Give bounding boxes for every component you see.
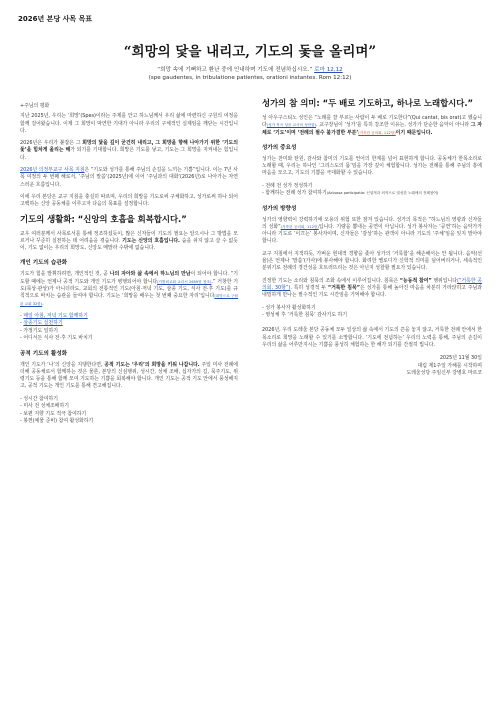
text-run: 개인 기도가 ‘나’의 신앙을 지탱한다면,: [20, 361, 105, 368]
direction-paragraph-3: [262, 278, 482, 300]
emphasis-text: 나의 자아와 삶 속에서 하느님의 만남: [109, 271, 191, 278]
emphasis-text: 이기 때문입니다.: [395, 129, 433, 136]
list-item: - 성시간 참여하기: [20, 396, 238, 403]
list-item: - 전례 전 성가 정성하기: [262, 183, 482, 190]
common-prayer-list: [20, 396, 238, 426]
text-run: 진정한 기도는 소리와 침묵의 조화 속에서 이루어집니다. 침묵은: [262, 277, 400, 284]
text-run: . 교구장님이 ‘성가’를 특히 강조한 이유는, 성가가 단순한 음악이 아니라: [316, 122, 471, 129]
list-item-label: 가정기도 일하기: [23, 327, 58, 334]
text-run: .” 거창한 기도(묵상·관상)가 아니더라도, 교회의 전통적인 기도(아침·저녁 기도, 삼종 기도, 식사 전·후 기도)를 규칙적으로 바치는 습관을 들여야 합니다. 기도는 ‘희망을 배우는 첫 번째 중요한 자리’입니다: [20, 278, 238, 300]
importance-paragraph: 성가는 찬미와 탄원, 감사와 참미의 기도를 언어의 한계를 넘어 표현하게 합니다. 공동체가 한목소리로 노래할 때, 우리는 하나인 ‘그리스도의 몸’임을 가장 깊이 체험합니다. 성가는 전례를 통해 주님의 흥에 마음을 모으고, 기도의 기쁨을 극대화할 수 있습니다.: [262, 155, 482, 177]
subheading-direction: 성가의 방향성: [262, 205, 297, 212]
epigraph-latin: (spe gaudentes, in tribulatione patientes, orationi instantes. Rom 12:12): [148, 75, 352, 81]
text-run: 2026년은 우리가 붙잡은 그: [20, 140, 83, 147]
intro-paragraph-1: 지난 2025년, 우리는 ‘희망’(Spes)이라는 주제를 안고 하느님께서 우리 삶에 마련하신 구원의 여정을 함께 걸어왔습니다. 이제 그 희망이 막연한 기대가 아니라 우리의 구체적인 실제임을 깨닫는 시간입니다.: [20, 113, 238, 134]
section-heading-prayer-life: 기도의 생활화: “신앙의 호흡을 회복합시다.”: [20, 213, 187, 224]
diocese-guideline-link[interactable]: 2026년 의정부교구 사목 지침: [20, 167, 85, 174]
text-run: 기도가 힘을 발휘하려면, 개인적인 것, 곧: [20, 271, 110, 278]
prayer-life-paragraph: [20, 231, 238, 253]
signoff-author: 도레울성당 주임신부 강병호 마르코: [406, 370, 482, 377]
text-run: 숨을 쉬지 않고 살 수 없듯이, 기도 없이는 우리의 희망도, 신앙도 메말라 수밖에 없습니다.: [20, 237, 239, 252]
list-item: - 봉헌(예물 준비) 참여 활성화하기: [20, 418, 238, 425]
epigraph-ref-link[interactable]: 로마 12,12: [314, 67, 343, 73]
closing-paragraph: 2026년, 우리 도레울 본당 공동체 모두 일상의 삶 속에서 기도의 끈을 놓지 않고, 거룩한 전례 안에서 한목소리로 희망을 노래할 수 있기를 소망합니다. ‘기도에 전념하는’ 우리의 노력을 통해, 주님의 손길이 우리의 삶을 어루만지시는 기쁨을 풍성히 체험하는 한 해가 되기를 간절히 빕니다.: [262, 327, 482, 348]
text-run: 입니다. 기량을 뽐내는 공연이 아닙니다. 성가 봉사자는 ‘공연’하는 음악가가 아니라 기도로 ‘이끄는’ 봉사자이며, 신자들은 ‘감상’하는 관객이 아니라 기도의 ‘주체’임을 잊지 말아야 합니다.: [262, 223, 482, 245]
signoff-block: [262, 355, 482, 378]
list-item[interactable]: [20, 320, 238, 327]
direction-list: [262, 305, 482, 320]
emphasis-text: “능동적 참여”: [399, 277, 432, 284]
text-run: 성가의 영향력이 강력하기에 오용의 위험 또한 잠겨 있습니다. 성가의 목적은 “하느님의 영광과 신자들의 성화”: [262, 216, 482, 230]
list-item-label: 어디서든 식사 전·후 기도 바치기: [23, 335, 93, 342]
subheading-personal-prayer: 개인 기도의 습관화: [20, 260, 68, 267]
intro-paragraph-4: 이에 우리 본당은 교구 지침을 충실히 따르며, 우리의 희망을 기도로써 구체화하고, 성가로써 하나 되어 고백하는 신앙 공동체를 이루고자 다음의 목표를 설정합니다.: [20, 193, 238, 208]
emphasis-text: 그 자체로 ‘기도’이며 ‘전례의 필수 불가결한 부분’: [262, 122, 482, 136]
catechism-ref-link[interactable]: (가톨릭교회 교리서 2659항 참조): [157, 279, 212, 284]
council-ref-link[interactable]: (“거룩한 공의회, 30항”): [262, 277, 482, 291]
signoff-occasion: 대림 제1주일 가해를 시작하며: [417, 362, 482, 369]
direction-paragraph-2: 교구 지침에서 지적하듯, 가벼운 현대적 경향을 좇아 성가의 ‘거룩함’을 해손해서는 안 됩니다. 음악(선율)은 언제나 ‘말씀’(가사)에 봉사해야 합니다. 화려한 멜로디가 신학적 의미를 덮어버리거나, 세속적인 분위기로 전례의 경건성을 흐트러뜨리는 것은 아닌지 성찰할 필요가 있습니다.: [262, 250, 482, 272]
direction-paragraph-1: [262, 217, 482, 246]
text-run: 행위입니다: [431, 277, 457, 284]
importance-list: [262, 183, 482, 198]
sacred-music-paragraph: [262, 115, 482, 137]
common-prayer-paragraph: [20, 362, 238, 391]
subheading-common-prayer: 공적 기도의 활성화: [20, 350, 68, 357]
list-item: - 영성체 후 ‘거룩한 침묵’ 감사기도 하기: [262, 312, 482, 319]
encyclical-ref-link[interactable]: (희망으로 구원된 교회 32항): [20, 294, 239, 306]
right-column: [262, 98, 482, 378]
page-title: “희망의 닻을 내리고, 기도의 돛을 올리며”: [123, 44, 377, 60]
text-run: 주일 미사 전례에 더해 공동체로서 함께하는 것은 물론, 본당의 신심행위, 성시간, 성체 조배, 십자가의 길, 묵주기도, 위령기도 등을 통해 함께 모여 기도하는 기쁨을 회복해야 합니다. 개인 기도는 공적 기도 안에서 풍성해지고, 공적 기도는 개인 기도를 통해 견고해집니다.: [20, 361, 238, 390]
page-header-label: 2026년 본당 사목 목표: [18, 15, 93, 23]
text-run: 교우 여러분께서 사목로서를 통해 정조하셨듯이, 많은 신자들이 기도의 필요는 알으시나 그 방법을 모르거나 꾸준히 실천하는 데 어려움을 겪습니다.: [20, 230, 238, 244]
subheading-importance: 성가의 중요성: [262, 144, 297, 151]
intro-label: +주님의 평화: [20, 103, 50, 109]
emphasis-text: 공적 기도는 ‘우리’의 희망을 키워 나갑니다.: [104, 361, 200, 368]
epigraph-quote: “희망 속에 기뻐하고 환난 중에 인내하며 기도에 전념하십시오.”: [157, 67, 313, 73]
intro-paragraph-2: [20, 140, 238, 162]
list-item: - 성가 봉사자 활성화하기: [262, 305, 482, 312]
emphasis-text: “거룩한 침묵”: [327, 284, 360, 291]
list-item: - 보편 지향 기도 적극 참여하기: [20, 411, 238, 418]
council-ref-link[interactable]: (거룩한 공의회, 112항): [280, 224, 319, 229]
personal-prayer-paragraph: [20, 271, 238, 307]
list-item-label: 함께하는 전례 성가 참여하기: [265, 190, 327, 197]
left-column: [20, 103, 238, 431]
emphasis-text: 기도는 신앙의 호흡입니다.: [122, 237, 180, 244]
list-item: [262, 190, 482, 197]
list-item: - 미사 전 성체조배하기: [20, 403, 238, 410]
epigraph: [20, 66, 480, 82]
personal-prayer-list: [20, 313, 238, 343]
text-run: 은 성가를 통해 높아진 마음을 차분히 가라앉히고 주님과 내밀하게 만나는 필수적인 기도 시간임을 기억해야 합니다.: [262, 284, 482, 299]
text-run: 이 되어야 합니다. “기도할 때에는 언제나 공적 기도와 개인 기도가 병행되어야 합니다: [20, 271, 238, 285]
text-run: .: [42, 300, 44, 307]
text-run: 가 되기를 기대합니다. 희망은 기도를 낳고, 기도는 그 희망을 지켜내는 힘입니다.: [20, 147, 238, 161]
text-run: 성 아우구스티노 성인은 “노래를 잘 부르는 사람이 두 배로 기도한다”(Qui cantat, bis orat)고 했습니다: [262, 115, 482, 129]
council-ref-link[interactable]: (거룩한 공의회, 112항): [358, 130, 396, 135]
text-run: . 특히 성경적 두: [290, 284, 328, 291]
intro-paragraph-3: [20, 167, 238, 189]
signoff-date: 2025년 11월 30일: [439, 355, 482, 362]
section-heading-sacred-music: 성가의 참 의미: “두 배로 기도하고, 하나로 노래합시다.”: [262, 98, 474, 108]
reference-link[interactable]: (성가 작곡 성음 교사의 성언함): [266, 123, 317, 128]
list-item: [20, 335, 238, 342]
text-run: 은 “기도와 성가를 통해 주님의 손길을 느끼는 기쁨”입니다. 이는 7년 사목 여정의 두 번째 해로서, ‘주님의 말씀’(2025년)에 이어 ‘주님과의 대화’(2026년)로 나아가는 자연스러운 흐름입니다.: [20, 167, 238, 188]
emphasis-text: 희망의 닻을 깊이 굳건히 내리고, 그 희망을 향해 나아가기 위한 ‘기도의 돛’을 힘차게 올리는 해: [20, 140, 238, 154]
list-item-label: 매일 아침, 저녁 기도 함께하기: [23, 312, 88, 319]
list-item-label: 삼종기도 실천하기: [23, 320, 63, 327]
list-item-note: (Actuosa participatio: 신앙적과 외적으로 열성한 노래에의 전례참여): [326, 191, 439, 196]
